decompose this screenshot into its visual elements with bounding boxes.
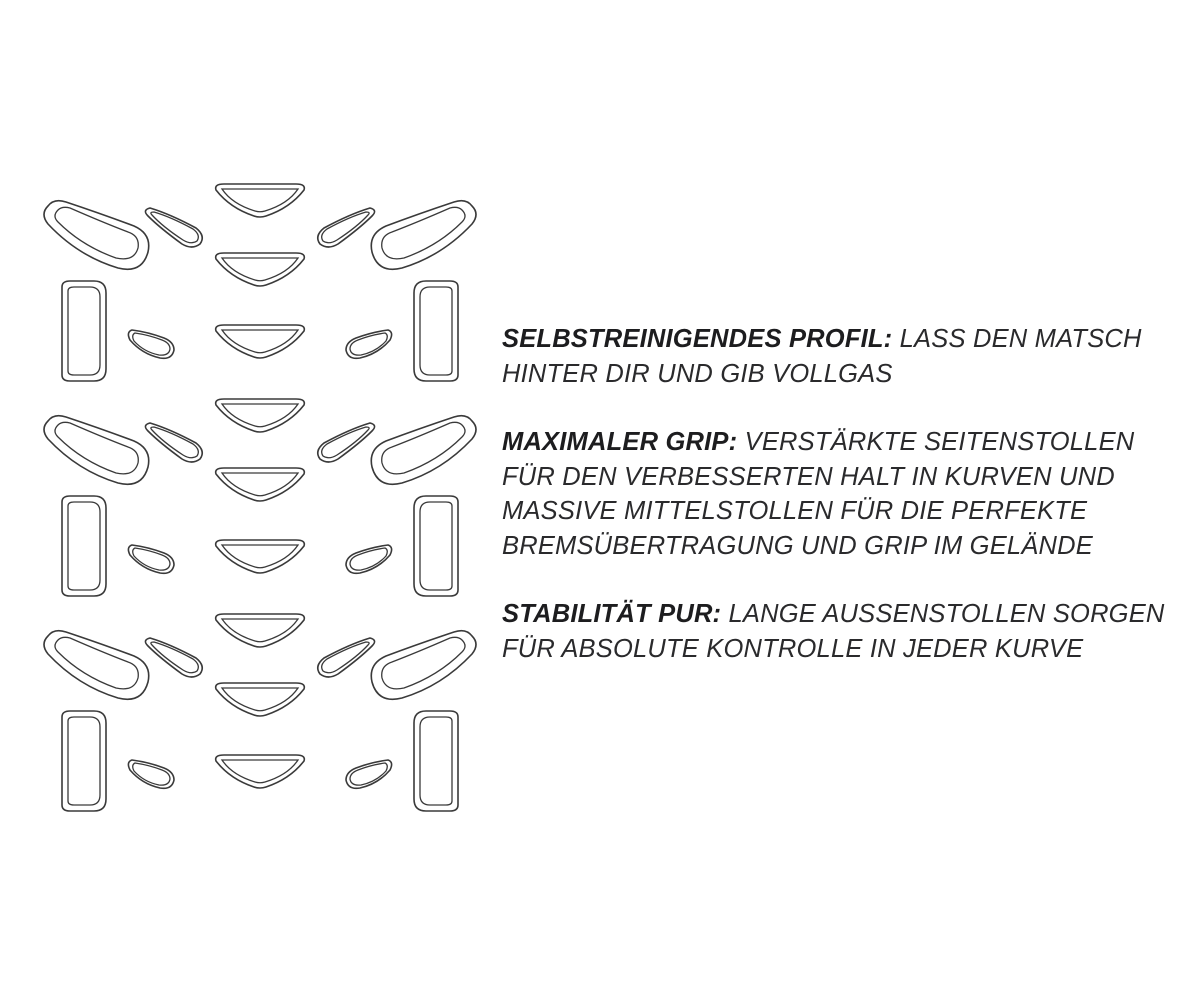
tread-lug-mid-left bbox=[128, 760, 174, 788]
tread-lug-mid-left bbox=[145, 423, 202, 462]
tire-tread-illustration bbox=[30, 170, 490, 820]
feature-max-grip bbox=[502, 425, 1182, 563]
feature-stability bbox=[502, 597, 1182, 666]
tread-lug-shoulder-right bbox=[371, 416, 476, 485]
tread-lug-block-right bbox=[414, 281, 458, 381]
tread-lug-block-right bbox=[414, 711, 458, 811]
tread-lug-mid-left bbox=[145, 208, 202, 247]
tread-lug-center bbox=[216, 614, 305, 647]
tread-lug-mid-right bbox=[346, 545, 392, 573]
tread-lug-mid-left bbox=[128, 545, 174, 573]
tread-lug-shoulder-left bbox=[44, 201, 149, 270]
tread-lug-center bbox=[216, 468, 305, 501]
tread-lug-shoulder-left bbox=[44, 416, 149, 485]
tread-lug-block-left bbox=[62, 496, 106, 596]
feature-self-cleaning bbox=[502, 322, 1182, 391]
tread-lug-center bbox=[216, 399, 305, 432]
feature-text: LASS DEN MATSCH HINTER DIR UND GIB VOLLGAS bbox=[502, 325, 1142, 388]
tread-lug-center bbox=[216, 325, 305, 358]
tread-lug-mid-right bbox=[318, 423, 375, 462]
tread-lug-center bbox=[216, 253, 305, 286]
tread-lug-center bbox=[216, 184, 305, 217]
tread-lug-mid-right bbox=[346, 760, 392, 788]
feature-list bbox=[502, 322, 1182, 700]
tread-lug-mid-right bbox=[318, 638, 375, 677]
feature-title: MAXIMALER GRIP: bbox=[502, 428, 745, 456]
tread-lug-shoulder-right bbox=[371, 631, 476, 700]
tread-lug-block-left bbox=[62, 711, 106, 811]
feature-text: VERSTÄRKTE SEITENSTOLLEN FÜR DEN VERBESSERTEN HALT IN KURVEN UND MASSIVE MITTELSTOLLEN FÜR DIE PERFEKTE BREMSÜBERTRAGUNG UND GRIP IM GELÄNDE bbox=[502, 428, 1135, 560]
feature-title: SELBSTREINIGENDES PROFIL: bbox=[502, 325, 900, 353]
tread-lug-block-left bbox=[62, 281, 106, 381]
tread-lug-center bbox=[216, 540, 305, 573]
feature-text: LANGE AUSSENSTOLLEN SORGEN FÜR ABSOLUTE KONTROLLE IN JEDER KURVE bbox=[502, 600, 1165, 663]
tread-lug-center bbox=[216, 683, 305, 716]
tread-lug-shoulder-left bbox=[44, 631, 149, 700]
tread-lug-block-right bbox=[414, 496, 458, 596]
tread-lug-center bbox=[216, 755, 305, 788]
tread-lug-mid-left bbox=[145, 638, 202, 677]
tread-lug-mid-left bbox=[128, 330, 174, 358]
feature-title: STABILITÄT PUR: bbox=[502, 600, 729, 628]
tread-lug-mid-right bbox=[318, 208, 375, 247]
tread-lug-mid-right bbox=[346, 330, 392, 358]
tread-lug-shoulder-right bbox=[371, 201, 476, 270]
